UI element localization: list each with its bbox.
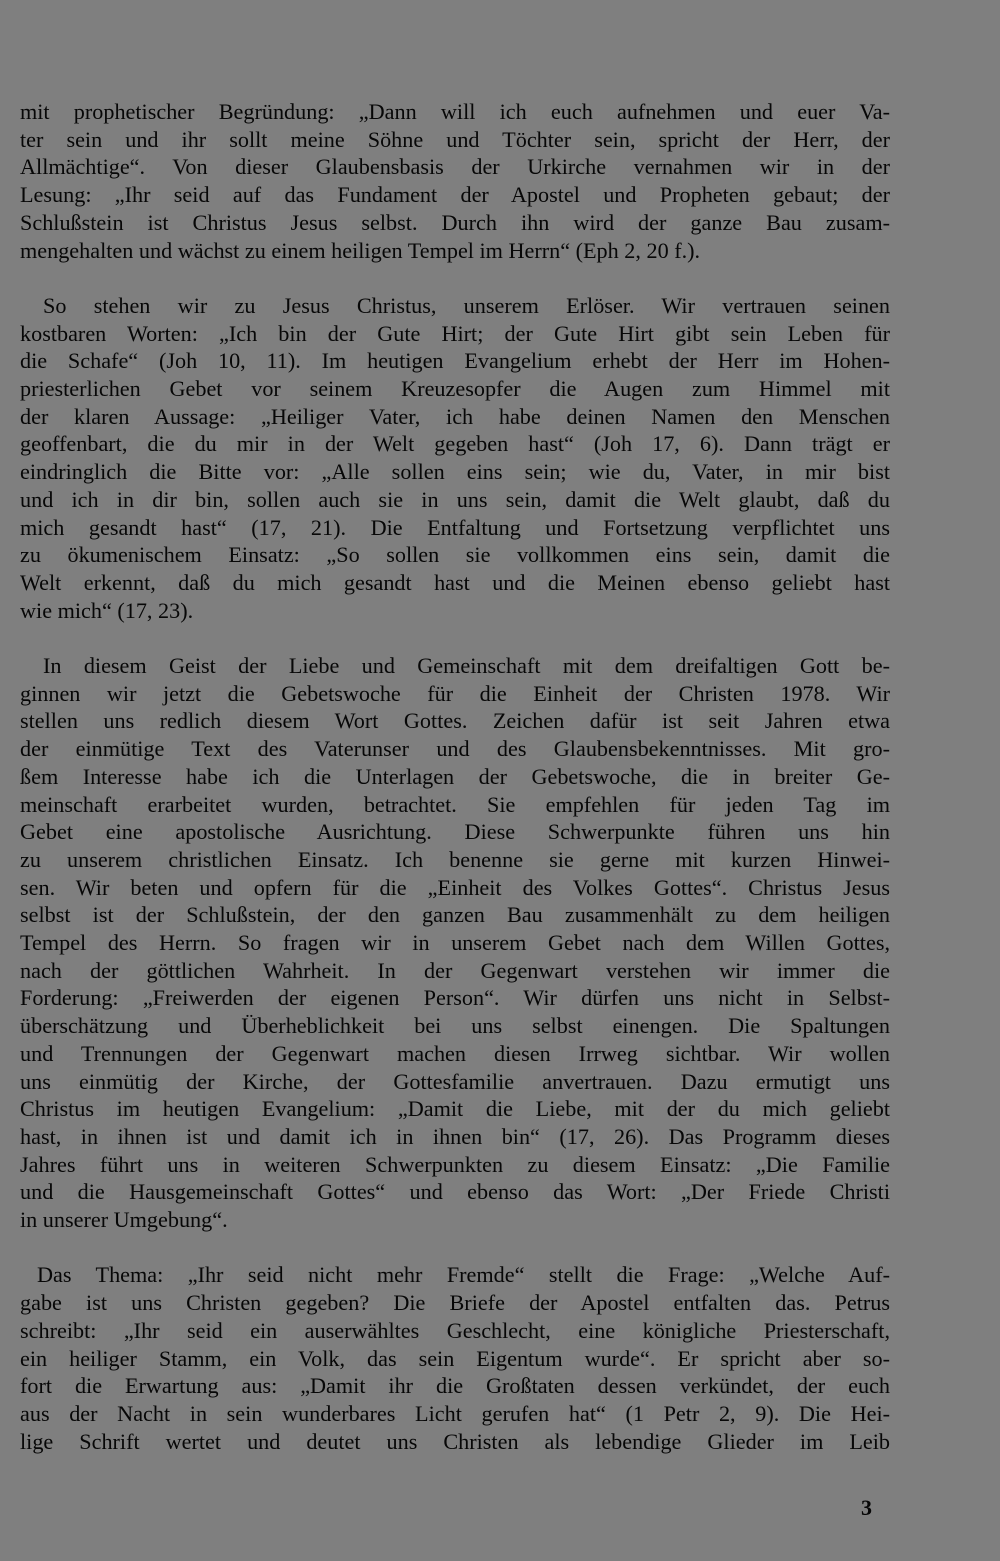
- paragraph: [20, 292, 890, 624]
- paragraph: [20, 652, 890, 1234]
- text-line: nach der göttlichen Wahrheit. In der Gegenwart verstehen wir immer die: [20, 957, 890, 983]
- text-line: Jahres führt uns in weiteren Schwerpunkten zu diesem Einsatz: „Die Familie: [20, 1151, 890, 1177]
- text-line: zu ökumenischem Einsatz: „So sollen sie vollkommen eins sein, damit die: [20, 542, 890, 568]
- document-body: [20, 98, 890, 1455]
- text-line: mengehalten und wächst zu einem heiligen Tempel im Herrn“ (Eph 2, 20 f.).: [20, 237, 701, 263]
- text-line: uns einmütig der Kirche, der Gottesfamilie anvertrauen. Dazu ermutigt uns: [20, 1068, 890, 1094]
- text-line: priesterlichen Gebet vor seinem Kreuzesopfer die Augen zum Himmel mit: [20, 376, 890, 402]
- text-line: selbst ist der Schlußstein, der den ganzen Bau zusammenhält zu dem heiligen: [20, 902, 890, 928]
- text-line: Lesung: „Ihr seid auf das Fundament der Apostel und Propheten gebaut; der: [20, 182, 890, 208]
- text-line: und ich in dir bin, sollen auch sie in uns sein, damit die Welt glaubt, daß du: [20, 486, 890, 512]
- text-line: ter sein und ihr sollt meine Söhne und Töchter sein, spricht der Herr, der: [20, 126, 890, 152]
- page-number: 3: [861, 1495, 872, 1520]
- text-line: ein heiliger Stamm, ein Volk, das sein Eigentum wurde“. Er spricht aber so-: [20, 1345, 890, 1371]
- text-line: stellen uns redlich diesem Wort Gottes. Zeichen dafür ist seit Jahren etwa: [20, 708, 890, 734]
- text-line: lige Schrift wertet und deutet uns Christen als lebendige Glieder im Leib: [20, 1428, 890, 1454]
- text-line: hast, in ihnen ist und damit ich in ihnen bin“ (17, 26). Das Programm dieses: [20, 1123, 890, 1149]
- text-line: Welt erkennt, daß du mich gesandt hast und die Meinen ebenso geliebt hast: [20, 569, 890, 595]
- paragraph-gap: [20, 1234, 890, 1262]
- text-line: zu unserem christlichen Einsatz. Ich benenne sie gerne mit kurzen Hinwei-: [20, 846, 890, 872]
- text-line: fort die Erwartung aus: „Damit ihr die Großtaten dessen verkündet, der euch: [20, 1373, 890, 1399]
- text-line: ßem Interesse habe ich die Unterlagen der Gebetswoche, die in breiter Ge-: [20, 763, 890, 789]
- text-line: in unserer Umgebung“.: [20, 1207, 228, 1233]
- text-line: Christus im heutigen Evangelium: „Damit die Liebe, mit der du mich geliebt: [20, 1096, 890, 1122]
- text-line: mich gesandt hast“ (17, 21). Die Entfaltung und Fortsetzung verpflichtet uns: [20, 514, 890, 540]
- paragraph: [20, 1261, 890, 1455]
- text-line: Gebet eine apostolische Ausrichtung. Diese Schwerpunkte führen uns hin: [20, 819, 890, 845]
- text-line: Schlußstein ist Christus Jesus selbst. Durch ihn wird der ganze Bau zusam-: [20, 209, 890, 235]
- text-line: und Trennungen der Gegenwart machen diesen Irrweg sichtbar. Wir wollen: [20, 1040, 890, 1066]
- text-line: meinschaft erarbeitet wurden, betrachtet. Sie empfehlen für jeden Tag im: [20, 791, 890, 817]
- text-line: mit prophetischer Begründung: „Dann will ich euch aufnehmen und euer Va-: [20, 99, 890, 124]
- text-line: und die Hausgemeinschaft Gottes“ und ebenso das Wort: „Der Friede Christi: [20, 1179, 890, 1205]
- text-line: wie mich“ (17, 23).: [20, 597, 194, 623]
- text-line: geoffenbart, die du mir in der Welt gegeben hast“ (Joh 17, 6). Dann trägt er: [20, 431, 890, 457]
- text-line: der klaren Aussage: „Heiliger Vater, ich habe deinen Namen den Menschen: [20, 403, 890, 429]
- text-line: So stehen wir zu Jesus Christus, unserem Erlöser. Wir vertrauen seinen: [43, 292, 890, 318]
- text-line: schreibt: „Ihr seid ein auserwähltes Geschlecht, eine königliche Priesterschaft,: [20, 1317, 890, 1343]
- text-line: die Schafe“ (Joh 10, 11). Im heutigen Evangelium erhebt der Herr im Hohen-: [20, 348, 890, 374]
- text-line: ginnen wir jetzt die Gebetswoche für die Einheit der Christen 1978. Wir: [20, 680, 890, 706]
- paragraph: [20, 98, 890, 264]
- paragraph-gap: [20, 624, 890, 652]
- text-line: eindringlich die Bitte vor: „Alle sollen eins sein; wie du, Vater, in mir bist: [20, 459, 890, 485]
- text-line: In diesem Geist der Liebe und Gemeinschaft mit dem dreifaltigen Gott be-: [43, 653, 890, 679]
- text-line: Das Thema: „Ihr seid nicht mehr Fremde“ stellt die Frage: „Welche Auf-: [37, 1262, 890, 1288]
- text-line: Tempel des Herrn. So fragen wir in unserem Gebet nach dem Willen Gottes,: [20, 930, 890, 956]
- paragraph-gap: [20, 264, 890, 292]
- text-line: aus der Nacht in sein wunderbares Licht gerufen hat“ (1 Petr 2, 9). Die Hei-: [20, 1401, 890, 1426]
- text-line: der einmütige Text des Vaterunser und des Glaubensbekenntnisses. Mit gro-: [20, 736, 890, 762]
- text-line: Allmächtige“. Von dieser Glaubensbasis der Urkirche vernahmen wir in der: [20, 154, 890, 180]
- text-line: Forderung: „Freiwerden der eigenen Person“. Wir dürfen uns nicht in Selbst-: [20, 985, 890, 1011]
- text-line: gabe ist uns Christen gegeben? Die Briefe der Apostel entfalten das. Petrus: [20, 1290, 890, 1316]
- text-line: kostbaren Worten: „Ich bin der Gute Hirt; der Gute Hirt gibt sein Leben für: [20, 320, 890, 346]
- text-line: sen. Wir beten und opfern für die „Einheit des Volkes Gottes“. Christus Jesus: [20, 874, 890, 900]
- text-line: überschätzung und Überheblichkeit bei uns selbst einengen. Die Spaltungen: [20, 1013, 890, 1039]
